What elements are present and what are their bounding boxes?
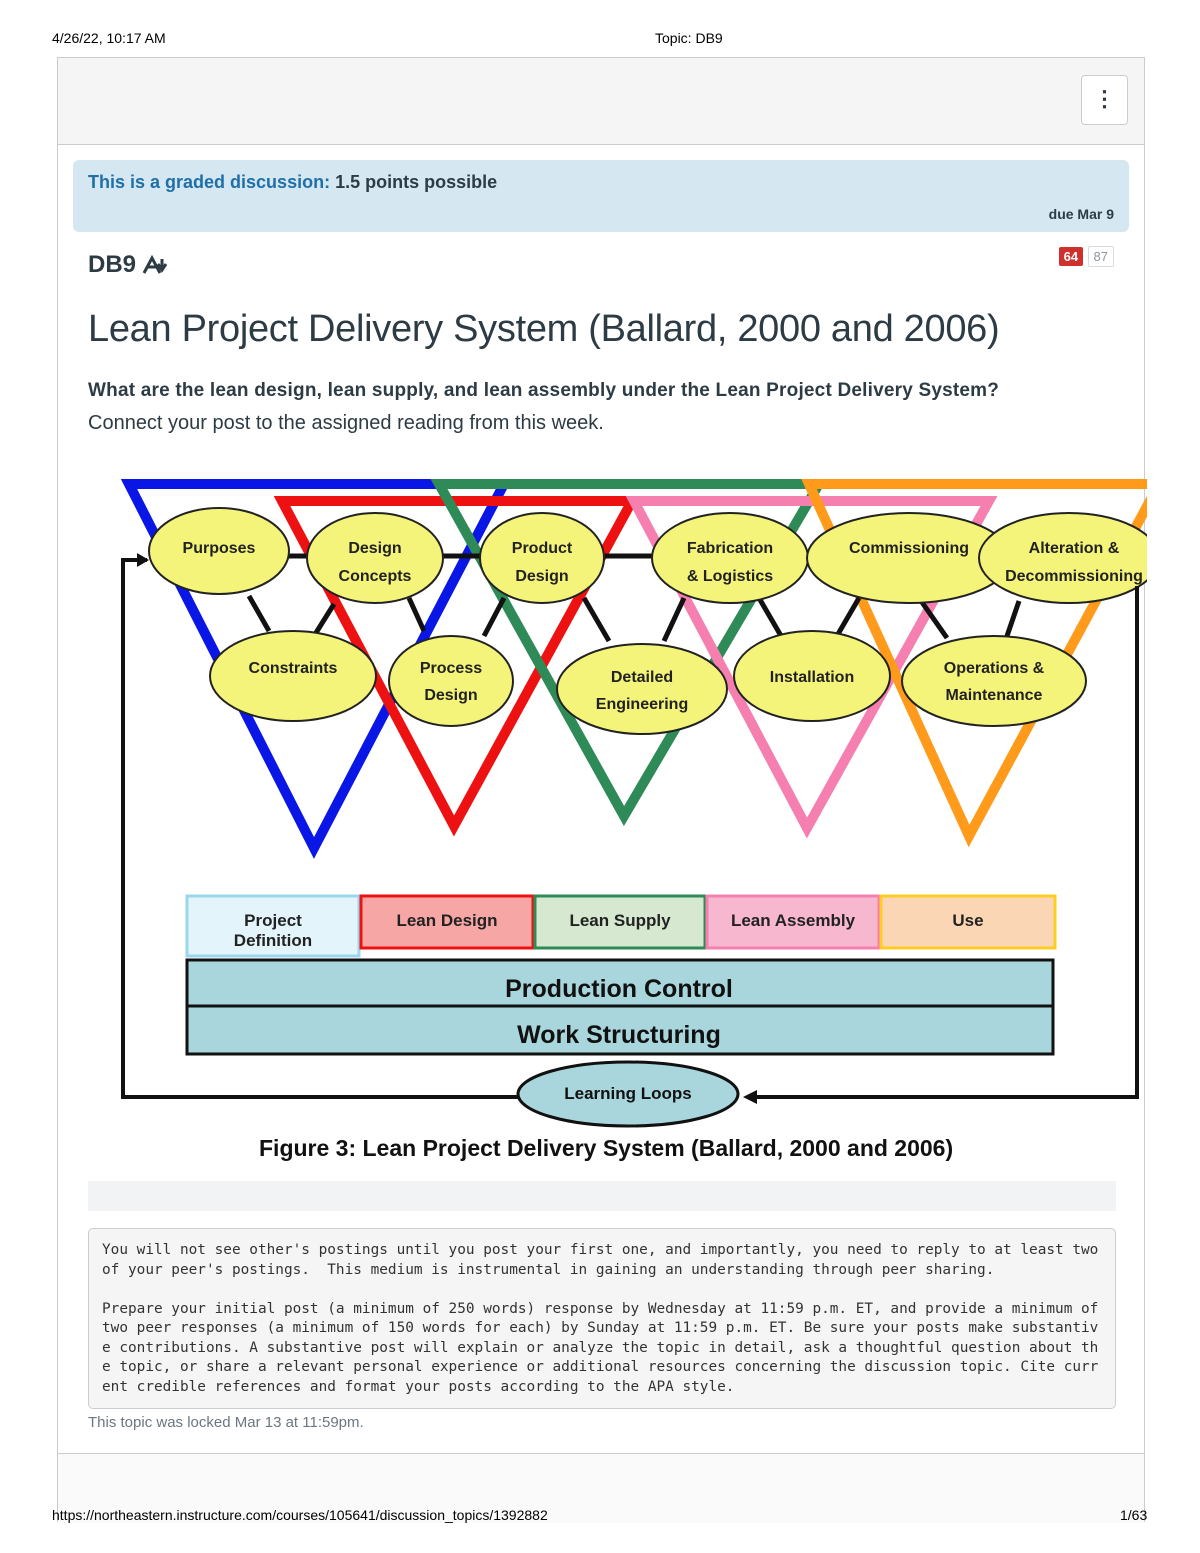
- phase-label-lean-assembly: Lean Assembly: [730, 911, 856, 930]
- print-title: Topic: DB9: [655, 30, 723, 46]
- label-commissioning: Commissioning: [848, 540, 970, 557]
- graded-discussion-notice: [73, 160, 1129, 232]
- label-product-1: Product: [511, 540, 573, 557]
- label-product-2: Design: [515, 568, 569, 585]
- label-ops-1: Operations &: [943, 660, 1045, 677]
- label-design-2: Concepts: [338, 568, 412, 585]
- label-constraints: Constraints: [248, 660, 338, 677]
- node-operations-maintenance: [902, 636, 1086, 726]
- label-process-2: Design: [424, 687, 478, 704]
- topic-short-title: [88, 251, 172, 279]
- points-possible: 1.5 points possible: [335, 172, 498, 192]
- phase-label-use: Use: [952, 911, 984, 930]
- node-design-concepts: [307, 513, 443, 603]
- total-count-badge: 87: [1088, 246, 1114, 267]
- label-detailed-2: Engineering: [595, 696, 689, 713]
- label-alter-1: Alteration &: [1028, 540, 1120, 557]
- graded-lead: This is a graded discussion:: [88, 172, 331, 192]
- discussion-toolbar: [58, 58, 1144, 145]
- due-date: due Mar 9: [1048, 206, 1114, 222]
- content-divider: [88, 1181, 1116, 1211]
- lpds-diagram: [119, 476, 1147, 1176]
- print-url: https://northeastern.instructure.com/courses/105641/discussion_topics/1392882: [52, 1507, 548, 1523]
- phase-label-project-2: Definition: [233, 931, 313, 950]
- label-alter-2: Decommissioning: [1005, 568, 1143, 585]
- lpds-figure: [119, 476, 1147, 1176]
- node-product-design: [480, 513, 604, 603]
- phase-label-project-1: Project: [244, 911, 302, 930]
- node-process-design: [389, 636, 513, 726]
- node-alteration-decommissioning: [979, 513, 1147, 603]
- print-page-number: 1/63: [1120, 1507, 1148, 1523]
- loop-arrow-right: [743, 1090, 757, 1104]
- reply-counts: [1059, 246, 1114, 267]
- print-header: [0, 30, 1200, 50]
- phase-label-lean-design: Lean Design: [396, 911, 498, 930]
- locked-notice: This topic was locked Mar 13 at 11:59pm.: [88, 1414, 364, 1431]
- label-process-1: Process: [419, 660, 483, 677]
- work-structuring-label: Work Structuring: [517, 1021, 721, 1049]
- node-fabrication-logistics: [652, 513, 808, 603]
- discussion-subtext: Connect your post to the assigned reading from this week.: [88, 412, 604, 434]
- label-purposes: Purposes: [182, 540, 256, 557]
- label-installation: Installation: [769, 669, 855, 686]
- label-detailed-1: Detailed: [610, 669, 674, 686]
- production-control-label: Production Control: [505, 975, 733, 1003]
- assignment-icon: [142, 255, 172, 275]
- print-date: 4/26/22, 10:17 AM: [52, 30, 166, 46]
- loop-arrow-left: [137, 553, 149, 567]
- graded-text: [88, 172, 497, 193]
- posting-instructions: You will not see other's postings until you post your first one, and importantly, you need to reply to at least two of your peer's postings. This medium is instrumental in gaining an understanding through peer sharing. Prepare your initial post (a minimum of 250 words) response by Wednesday at 11:59 p.m. ET, and provide a minimum of two peer responses (a minimum of 150 words for each) by Sunday at 11:59 p.m. ET. Be sure your posts make substantive contributions. A substantive post will explain or analyze the topic in detail, ask a thoughtful question about the topic, or share a relevant personal experience or additional resources concerning the discussion topic. Cite current credible references and format your posts according to the APA style.: [88, 1228, 1116, 1409]
- label-fab-2: & Logistics: [686, 568, 774, 585]
- label-ops-2: Maintenance: [945, 687, 1043, 704]
- kebab-menu-icon[interactable]: ⋮: [1081, 75, 1128, 125]
- page-title: Lean Project Delivery System (Ballard, 2000 and 2006): [88, 308, 1000, 350]
- figure-caption: Figure 3: Lean Project Delivery System (Ballard, 2000 and 2006): [259, 1135, 954, 1161]
- discussion-question: What are the lean design, lean supply, and lean assembly under the Lean Project Delivery System?: [88, 380, 1000, 401]
- node-detailed-engineering: [557, 644, 727, 734]
- learning-loops-label: Learning Loops: [564, 1084, 692, 1103]
- label-fab-1: Fabrication: [686, 540, 774, 557]
- label-design-1: Design: [348, 540, 402, 557]
- unread-count-badge[interactable]: 64: [1059, 247, 1083, 266]
- topic-name: DB9: [88, 251, 137, 278]
- phase-label-lean-supply: Lean Supply: [569, 911, 671, 930]
